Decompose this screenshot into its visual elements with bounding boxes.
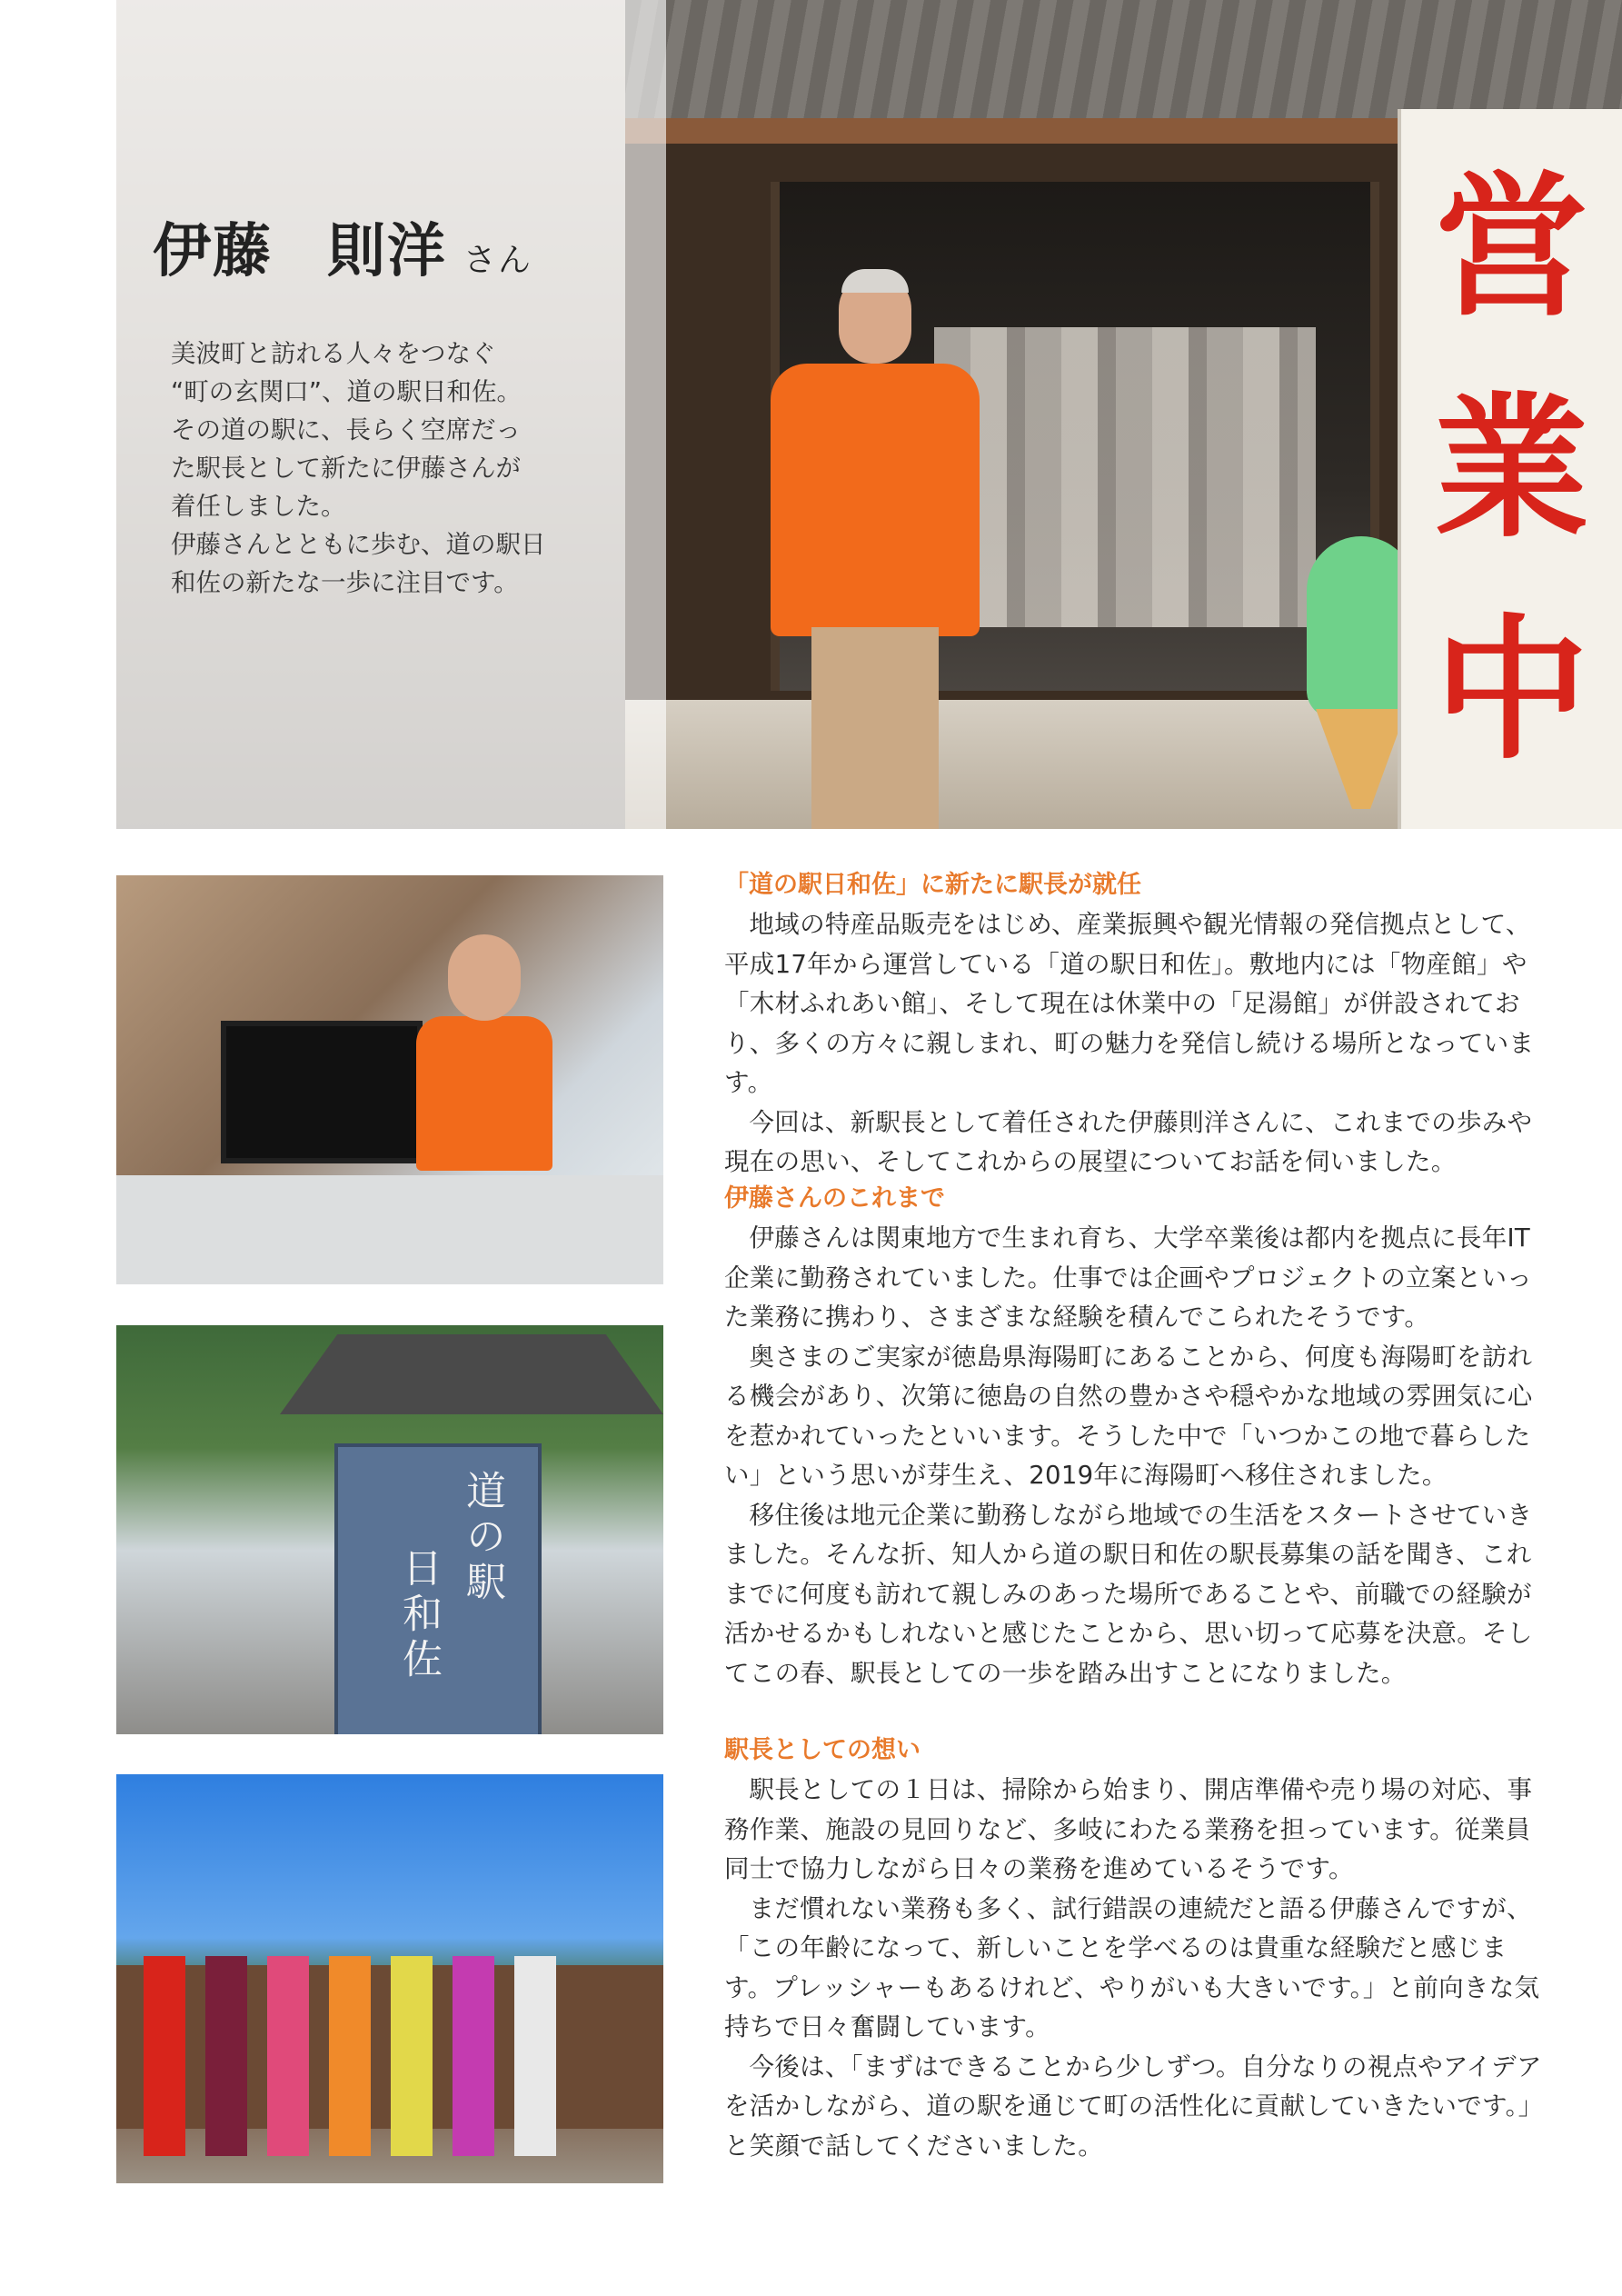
paragraph: 伊藤さんは関東地方で生まれ育ち、大学卒業後は都内を拠点に長年IT企業に勤務されていました。仕事では企画やプロジェクトの立案といった業務に携わり、さまざまな経験を積んでこられたそうです。 — [724, 1223, 1533, 1332]
shop-goods — [934, 327, 1316, 627]
paragraph: 奥さまのご実家が徳島県海陽町にあることから、何度も海陽町を訪れる機会があり、次第に徳島の自然の豊かさや穏やかな地域の雰囲気に心を惹かれていったといいます。そうした中で「いつかこの地で暮らしたい」という思いが芽生え、2019年に海陽町へ移住されました。 — [724, 1342, 1533, 1490]
station-master-figure — [771, 273, 980, 829]
nobori-flags — [144, 1956, 556, 2156]
station-sign — [334, 1443, 542, 1734]
open-banner — [1398, 109, 1622, 829]
person-name — [153, 205, 532, 288]
section-heading: 伊藤さんのこれまで — [724, 1184, 945, 1213]
paragraph: 今後は、「まずはできることから少しずつ。自分なりの視点やアイデアを活かしながら、道の駅を通じて町の活性化に貢献していきたいです。」と笑顔で話してくださいました。 — [724, 2051, 1542, 2161]
banner-char: 中 — [1434, 601, 1589, 781]
intro-line: 着任しました。 — [171, 492, 346, 521]
family-name: 伊藤 — [153, 218, 273, 285]
given-name: 則洋 — [327, 218, 447, 285]
paragraph: 地域の特産品販売をはじめ、産業振興や観光情報の発信拠点として、平成17年から運営している「道の駅日和佐」。敷地内には「物産館」や「木材ふれあい館」、そして現在は休業中の「足湯館」が併設されており、多くの方々に親しまれ、町の魅力を発信し続ける場所となっています。 — [724, 910, 1535, 1097]
intro-line: 伊藤さんとともに歩む、道の駅日 — [171, 530, 546, 559]
section-thoughts — [724, 1731, 1542, 2166]
intro-line: 美波町と訪れる人々をつなぐ — [171, 339, 496, 368]
banner-char: 業 — [1434, 379, 1589, 559]
monitor — [221, 1021, 423, 1163]
roof-tiles — [625, 0, 1622, 127]
section-heading: 「道の駅日和佐」に新たに駅長が就任 — [724, 871, 1141, 899]
sign-text-line1: 道の駅 — [459, 1470, 505, 1606]
intro-line: 和佐の新たな一歩に注目です。 — [171, 568, 519, 597]
paragraph: まだ慣れない業務も多く、試行錯誤の連続だと語る伊藤さんですが、「この年齢になって、新しいことを学べるのは貴重な経験だと感じます。プレッシャーもあるけれど、やりがいも大きいです。」と前向きな気持ちで日々奮闘しています。 — [724, 1893, 1540, 2041]
section-background — [724, 1179, 1542, 1693]
photo-station-sign — [116, 1325, 663, 1734]
paragraph: 今回は、新駅長として着任された伊藤則洋さんに、これまでの歩みや現在の思い、そしてこれからの展望についてお話を伺いました。 — [724, 1107, 1533, 1176]
photo-shop-flags — [116, 1774, 663, 2183]
section-heading: 駅長としての想い — [724, 1736, 920, 1764]
station-master-at-desk — [416, 934, 552, 1171]
paragraph: 移住後は地元企業に勤務しながら地域での生活をスタートさせていきました。そんな折、知人から道の駅日和佐の駅長募集の話を聞き、これまでに何度も訪れて親しみのあった場所であることや、前職での経験が活かせるかもしれないと感じたことから、思い切って応募を決意。そしてこの春、駅長としての一歩を踏み出すことになりました。 — [724, 1500, 1533, 1688]
honorific: さん — [463, 242, 533, 279]
paragraph: 駅長としての１日は、掃除から始まり、開店準備や売り場の対応、事務作業、施設の見回りなど、多岐にわたる業務を担っています。従業員同士で協力しながら日々の業務を進めているそうです。 — [724, 1775, 1533, 1883]
section-appointment — [724, 865, 1542, 1183]
sign-text-line2: 日和佐 — [395, 1547, 442, 1683]
intro-line: た駅長として新たに伊藤さんが — [171, 454, 521, 483]
photo-office-desk — [116, 875, 663, 1284]
intro-line: その道の駅に、長らく空席だっ — [171, 415, 521, 444]
intro-text — [171, 334, 571, 602]
banner-char: 営 — [1434, 157, 1589, 337]
intro-line: “町の玄関口”、道の駅日和佐。 — [171, 377, 522, 406]
